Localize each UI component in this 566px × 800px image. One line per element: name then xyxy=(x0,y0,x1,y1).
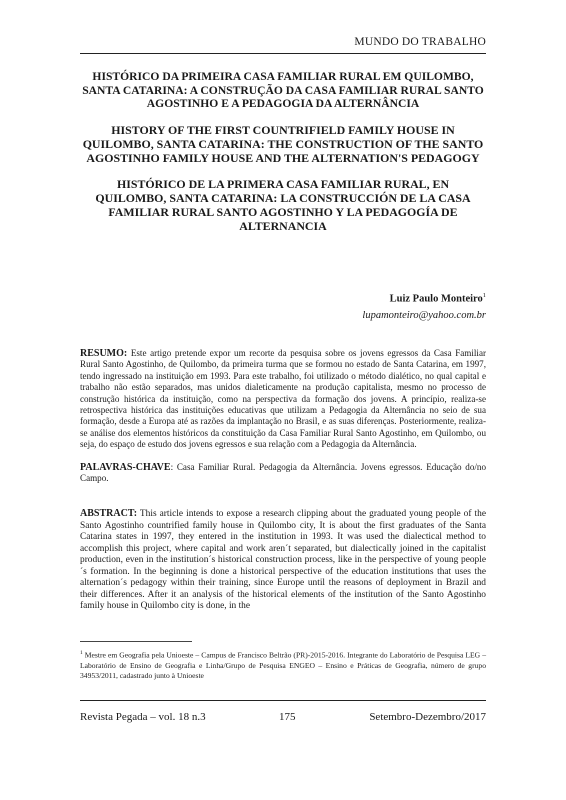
title-english: HISTORY OF THE FIRST COUNTRIFIELD FAMILY HOUSE IN QUILOMBO, SANTA CATARINA: THE CONSTRUCTION OF THE SANTO AGOSTINHO FAMILY HOUSE AND THE ALTERNATION'S PEDAGOGY xyxy=(82,122,484,165)
resumo-text: Este artigo pretende expor um recorte da pesquisa sobre os jovens egressos da Casa Familiar Rural Santo Agostinho, de Quilombo, da primeira turma que se formou no estado de Santa Catarina, em 1997, tendo ingressado na instituição em 1993. Para este trabalho, foi utilizado o método dialético, no qual capital e trabalho não estão separados, mas unidos dialeticamente na produção capitalista, mesmo no processo de construção histórica da instituição, como na perspectiva da formação dos jovens. A princípio, realiza-se retrospectiva histórica das instituições educativas que utilizam a Pedagogia da Alternância no seio de sua formação, desde a Europa até as razões da implantação no Brasil, e as suas diferenças. Posteriormente, realiza-se análise dos elementos históricos da constituição da Casa Familiar Rural Santo Agostinho, em Quilombo, ou seja, do espaço de estudo dos jovens egressos e sua relação com a Pedagogia da Alternância. xyxy=(80,348,487,450)
author-line xyxy=(390,292,486,305)
title-portuguese: HISTÓRICO DA PRIMEIRA CASA FAMILIAR RURAL EM QUILOMBO, SANTA CATARINA: A CONSTRUÇÃO DA CASA FAMILIAR RURAL SANTO AGOSTINHO E A PEDAGOGIA DA ALTERNÂNCIA xyxy=(82,70,484,111)
section-label: MUNDO DO TRABALHO xyxy=(354,36,486,48)
author-footnote-mark: 1 xyxy=(482,292,486,299)
header-rule xyxy=(80,53,486,54)
abstract-text: This article intends to expose a research clipping about the graduated young people of the Santo Agostinho countrified family house in Quilombo city, It is about the first graduates of the Santa Catarina states in 1997, they entered in the institution in 1993. It was used the dialectical method to accomplish this project, where capital and work aren´t separated, but dialectically joined in the capitalist production, even in the institution´s historical construction process, like in the perspective of young people´s formation. In the beginning is done a historical perspective of the education institutions that uses the alternation´s pedagogy within their training, since Europe until the reasons of deployment in Brazil and their differences. After it an analysis of the historical elements of the institution of the Santo Agostinho family house in Quilombo city is done, in the xyxy=(80,509,486,611)
footnote-mark: 1 xyxy=(80,650,83,656)
resumo-label: RESUMO: xyxy=(80,348,128,359)
page-footer xyxy=(80,711,486,725)
resumo-paragraph xyxy=(80,348,486,451)
footer-rule xyxy=(80,700,486,701)
keywords-label: PALAVRAS-CHAVE xyxy=(80,462,171,473)
footer-page-number: 175 xyxy=(279,711,296,723)
titles-block xyxy=(80,70,486,245)
abstract-paragraph xyxy=(80,508,486,613)
footnote xyxy=(80,648,486,681)
keywords-paragraph xyxy=(80,462,486,485)
title-spanish: HISTÓRICO DE LA PRIMERA CASA FAMILIAR RURAL, EN QUILOMBO, SANTA CATARINA: LA CONSTRUCCIÓN DE LA CASA FAMILIAR RURAL SANTO AGOSTINHO Y LA PEDAGOGÍA DE ALTERNANCIA xyxy=(95,176,471,233)
author-name: Luiz Paulo Monteiro xyxy=(389,293,483,305)
footnote-rule xyxy=(80,641,192,642)
footer-date: Setembro-Dezembro/2017 xyxy=(369,711,486,723)
footer-journal: Revista Pegada – vol. 18 n.3 xyxy=(80,711,206,723)
abstract-label: ABSTRACT: xyxy=(80,508,138,519)
footnote-text: Mestre em Geografia pela Unioeste – Campus de Francisco Beltrão (PR)-2015-2016. Integrante do Laboratório de Pesquisa LEG – Laboratório de Ensino de Geografia e Linha/Grupo de Pesquisa ENGEO – Ensino e Práticas de Geografia, número de grupo 34953/2011, cadastrado junto à Unioeste xyxy=(80,650,486,680)
author-email[interactable]: lupamonteiro@yahoo.com.br xyxy=(362,310,486,321)
keywords-text: : Casa Familiar Rural. Pedagogia da Alternância. Jovens egressos. Educação do/no Campo. xyxy=(80,462,486,484)
